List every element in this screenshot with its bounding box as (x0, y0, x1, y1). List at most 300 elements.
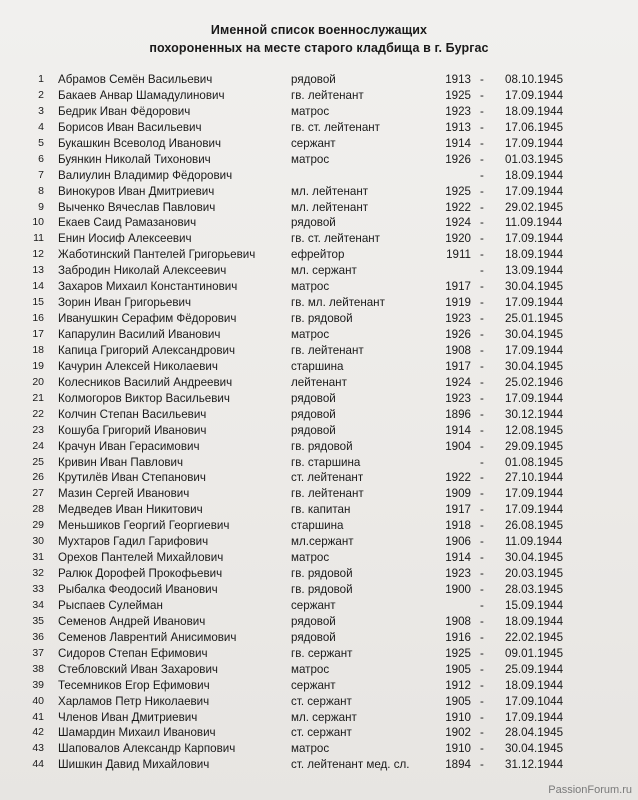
list-item (0, 741, 638, 757)
military-rank: гв. лейтенант (291, 487, 364, 501)
row-number: 1 (38, 73, 44, 85)
year-dash: - (480, 280, 484, 294)
row-number: 44 (32, 758, 44, 771)
birth-year: 1922 (445, 471, 471, 485)
person-name: Капица Григорий Александрович (58, 343, 235, 357)
row-number: 8 (38, 184, 44, 197)
birth-year: 1910 (445, 742, 471, 756)
year-dash: - (480, 216, 484, 230)
year-dash: - (480, 487, 484, 501)
list-item (0, 534, 638, 550)
person-name: Сидоров Степан Ефимович (58, 646, 208, 660)
death-date: 18.09.1944 (505, 168, 564, 182)
row-number: 17 (32, 328, 44, 340)
year-dash: - (480, 264, 484, 278)
year-dash: - (480, 471, 484, 485)
person-name: Рыбалка Феодосий Иванович (58, 583, 218, 596)
birth-year: 1896 (445, 407, 471, 421)
year-dash: - (480, 646, 484, 660)
death-date: 31.12.1944 (505, 758, 564, 772)
military-rank: ефрейтор (291, 248, 345, 262)
military-rank: гв. рядовой (291, 439, 353, 453)
birth-year: 1904 (445, 439, 471, 453)
row-number: 35 (32, 614, 44, 627)
military-rank: гв. рядовой (291, 312, 353, 326)
death-date: 20.03.1945 (505, 567, 564, 581)
row-number: 2 (38, 88, 44, 101)
person-name: Шишкин Давид Михайлович (58, 758, 210, 772)
list-item (0, 247, 638, 263)
row-number: 13 (32, 264, 44, 277)
death-date: 25.01.1945 (505, 312, 564, 326)
year-dash: - (480, 439, 484, 453)
person-name: Жаботинский Пантелей Григорьевич (58, 248, 256, 262)
list-item (0, 455, 638, 471)
birth-year: 1909 (445, 487, 471, 501)
row-number: 41 (32, 710, 44, 723)
list-item (0, 263, 638, 279)
birth-year: 1906 (445, 535, 471, 549)
death-date: 15.09.1944 (505, 598, 564, 612)
row-number: 4 (38, 120, 44, 133)
row-number: 16 (32, 312, 44, 325)
person-name: Бакаев Анвар Шамадулинович (58, 88, 225, 102)
year-dash: - (480, 551, 484, 565)
military-rank: рядовой (291, 73, 336, 86)
year-dash: - (480, 535, 484, 549)
birth-year: 1908 (445, 343, 471, 357)
row-number: 20 (32, 375, 44, 388)
birth-year: 1925 (445, 88, 471, 102)
death-date: 26.08.1945 (505, 519, 564, 533)
row-number: 32 (32, 567, 44, 580)
person-name: Буянкин Николай Тихонович (58, 152, 211, 166)
year-dash: - (480, 598, 484, 612)
person-name: Кривин Иван Павлович (58, 455, 184, 469)
row-number: 9 (38, 200, 44, 213)
person-name: Тесемников Егор Ефимович (58, 678, 210, 692)
list-item (0, 757, 638, 773)
death-date: 30.04.1945 (505, 742, 564, 756)
military-rank: матрос (291, 662, 330, 676)
birth-year: 1914 (445, 136, 471, 150)
death-date: 17.09.1944 (505, 487, 564, 501)
military-rank: матрос (291, 328, 330, 341)
list-item (0, 598, 638, 614)
birth-year: 1908 (445, 614, 471, 628)
list-item (0, 614, 638, 630)
person-name: Семенов Андрей Иванович (58, 614, 206, 628)
row-number: 38 (32, 662, 44, 675)
year-dash: - (480, 758, 484, 772)
year-dash: - (480, 359, 484, 373)
person-name: Винокуров Иван Дмитриевич (58, 184, 215, 198)
death-date: 11.09.1944 (505, 535, 563, 549)
death-date: 17.09.1944 (505, 296, 564, 310)
document-title-line-1: Именной список военнослужащих (210, 23, 428, 37)
list-item (0, 295, 638, 311)
site-watermark: PassionForum.ru (548, 784, 632, 796)
list-item (0, 104, 638, 120)
list-item (0, 502, 638, 518)
person-name: Зорин Иван Григорьевич (58, 296, 192, 310)
birth-year: 1910 (445, 710, 471, 724)
year-dash: - (480, 120, 484, 134)
year-dash: - (480, 503, 484, 517)
list-item (0, 391, 638, 407)
military-rank: старшина (291, 519, 344, 533)
military-rank: гв. лейтенант (291, 88, 364, 102)
birth-year: 1905 (445, 662, 471, 676)
death-date: 18.09.1944 (505, 614, 564, 628)
row-number: 40 (32, 694, 44, 707)
list-item (0, 88, 638, 104)
list-item (0, 375, 638, 391)
military-rank: рядовой (291, 423, 336, 437)
death-date: 17.09.1944 (505, 343, 564, 357)
military-rank: рядовой (291, 630, 336, 644)
year-dash: - (480, 630, 484, 644)
military-rank: рядовой (291, 407, 336, 421)
row-number: 26 (32, 471, 44, 484)
year-dash: - (480, 567, 484, 581)
list-item (0, 168, 638, 184)
list-item (0, 136, 638, 152)
year-dash: - (480, 519, 484, 533)
list-item (0, 311, 638, 327)
list-item (0, 439, 638, 455)
birth-year: 1917 (445, 359, 471, 373)
list-item (0, 566, 638, 582)
year-dash: - (480, 296, 484, 310)
military-rank: гв. рядовой (291, 583, 353, 596)
person-name: Стебловский Иван Захарович (58, 662, 218, 676)
person-name: Крачун Иван Герасимович (58, 439, 200, 453)
year-dash: - (480, 152, 484, 166)
list-item (0, 630, 638, 646)
row-number: 24 (32, 439, 44, 452)
death-date: 30.04.1945 (505, 328, 564, 341)
death-date: 17.09.1944 (505, 88, 564, 102)
birth-year: 1926 (445, 328, 471, 341)
military-rank: ст. сержант (291, 726, 352, 740)
person-name: Бедрик Иван Фёдорович (58, 104, 191, 118)
year-dash: - (480, 248, 484, 262)
list-item (0, 120, 638, 136)
military-rank: лейтенант (291, 375, 347, 389)
birth-year: 1912 (445, 678, 471, 692)
list-item (0, 710, 638, 726)
row-number: 5 (38, 136, 44, 149)
death-date: 17.06.1945 (505, 120, 564, 134)
row-number: 6 (38, 152, 44, 165)
person-name: Выченко Вячеслав Павлович (58, 200, 216, 214)
row-number: 25 (32, 455, 44, 468)
row-number: 21 (32, 391, 44, 404)
military-rank: гв. капитан (291, 503, 351, 517)
birth-year: 1920 (445, 232, 471, 246)
year-dash: - (480, 343, 484, 357)
death-date: 11.09.1944 (505, 216, 563, 230)
row-number: 7 (38, 168, 44, 181)
person-name: Шаповалов Александр Карпович (58, 742, 236, 756)
military-rank: сержант (291, 136, 336, 150)
military-rank: рядовой (291, 614, 336, 628)
birth-year: 1923 (445, 567, 471, 581)
list-item (0, 582, 638, 598)
list-item (0, 231, 638, 247)
row-number: 30 (32, 535, 44, 548)
year-dash: - (480, 328, 484, 341)
year-dash: - (480, 391, 484, 405)
death-date: 22.02.1945 (505, 630, 564, 644)
military-rank: матрос (291, 742, 330, 756)
military-rank: гв. мл. лейтенант (291, 296, 385, 310)
person-name: Капарулин Василий Иванович (58, 328, 221, 341)
person-name: Орехов Пантелей Михайлович (58, 551, 224, 565)
death-date: 17.09.1044 (505, 694, 564, 708)
year-dash: - (480, 88, 484, 102)
birth-year: 1902 (445, 726, 471, 740)
person-name: Колмогоров Виктор Васильевич (58, 391, 230, 405)
birth-year: 1917 (445, 280, 471, 294)
death-date: 17.09.1944 (505, 710, 564, 724)
birth-year: 1925 (445, 646, 471, 660)
year-dash: - (480, 694, 484, 708)
death-date: 01.03.1945 (505, 152, 564, 166)
military-rank: ст. лейтенант (291, 471, 364, 485)
row-number: 33 (32, 583, 44, 595)
person-name: Букашкин Всеволод Иванович (58, 136, 222, 150)
military-rank: мл. лейтенант (291, 200, 369, 214)
year-dash: - (480, 104, 484, 118)
person-name: Колесников Василий Андреевич (58, 375, 233, 389)
military-rank: матрос (291, 280, 330, 294)
death-date: 29.09.1945 (505, 439, 564, 453)
row-number: 12 (32, 248, 44, 261)
person-name: Ралюк Дорофей Прокофьевич (58, 567, 223, 581)
year-dash: - (480, 710, 484, 724)
year-dash: - (480, 726, 484, 740)
year-dash: - (480, 232, 484, 246)
person-name: Кошуба Григорий Иванович (58, 423, 207, 437)
list-item (0, 518, 638, 534)
military-rank: мл. лейтенант (291, 184, 369, 198)
person-name: Рыспаев Сулейман (58, 598, 163, 612)
military-rank: гв. лейтенант (291, 343, 364, 357)
list-item (0, 72, 638, 88)
person-name: Борисов Иван Васильевич (58, 120, 202, 134)
person-name: Медведев Иван Никитович (58, 503, 203, 517)
military-rank: матрос (291, 551, 330, 565)
list-item (0, 725, 638, 741)
person-name: Харламов Петр Николаевич (58, 694, 210, 708)
death-date: 30.04.1945 (505, 551, 564, 565)
death-date: 27.10.1944 (505, 471, 564, 485)
death-date: 30.12.1944 (505, 407, 564, 421)
death-date: 28.04.1945 (505, 726, 564, 740)
list-item (0, 343, 638, 359)
death-date: 18.09.1944 (505, 678, 564, 692)
row-number: 18 (32, 343, 44, 356)
military-rank: гв. ст. лейтенант (291, 232, 380, 246)
birth-year: 1913 (445, 120, 471, 134)
military-rank: ст. лейтенант мед. сл. (291, 758, 410, 772)
military-rank: мл.сержант (291, 535, 354, 549)
military-rank: сержант (291, 678, 336, 692)
death-date: 25.02.1946 (505, 375, 564, 389)
birth-year: 1919 (445, 296, 471, 310)
person-name: Членов Иван Дмитриевич (58, 710, 198, 724)
birth-year: 1923 (445, 312, 471, 326)
list-item (0, 486, 638, 502)
row-number: 3 (38, 104, 44, 117)
row-number: 28 (32, 503, 44, 516)
birth-year: 1926 (445, 152, 471, 166)
row-number: 11 (33, 232, 44, 245)
year-dash: - (480, 184, 484, 198)
year-dash: - (480, 407, 484, 421)
list-item (0, 550, 638, 566)
list-item (0, 152, 638, 168)
year-dash: - (480, 455, 484, 469)
list-item (0, 423, 638, 439)
list-item (0, 184, 638, 200)
year-dash: - (480, 136, 484, 150)
person-name: Забродин Николай Алексеевич (58, 264, 227, 278)
year-dash: - (480, 375, 484, 389)
military-rank: матрос (291, 104, 330, 118)
year-dash: - (480, 583, 484, 596)
person-name: Семенов Лаврентий Анисимович (58, 630, 237, 644)
birth-year: 1914 (445, 423, 471, 437)
military-rank: гв. старшина (291, 455, 361, 469)
birth-year: 1900 (445, 583, 471, 596)
birth-year: 1916 (445, 630, 471, 644)
list-item (0, 279, 638, 295)
military-rank: ст. сержант (291, 694, 352, 708)
birth-year: 1925 (445, 184, 471, 198)
burial-list (0, 72, 638, 773)
year-dash: - (480, 423, 484, 437)
row-number: 43 (32, 742, 44, 755)
year-dash: - (480, 73, 484, 86)
list-item (0, 327, 638, 343)
list-item (0, 407, 638, 423)
birth-year: 1917 (445, 503, 471, 517)
person-name: Качурин Алексей Николаевич (58, 359, 218, 373)
list-item (0, 662, 638, 678)
row-number: 37 (32, 646, 44, 659)
birth-year: 1923 (445, 391, 471, 405)
birth-year: 1913 (445, 73, 471, 86)
row-number: 39 (32, 678, 44, 691)
list-item (0, 215, 638, 231)
row-number: 14 (32, 280, 44, 293)
death-date: 09.01.1945 (505, 646, 564, 660)
year-dash: - (480, 662, 484, 676)
death-date: 30.04.1945 (505, 280, 564, 294)
document-title-line-2: похороненных на месте старого кладбища в г. Бургас (149, 41, 489, 55)
list-item (0, 359, 638, 375)
person-name: Иванушкин Серафим Фёдорович (58, 312, 237, 326)
birth-year: 1924 (445, 375, 471, 389)
death-date: 17.09.1944 (505, 136, 564, 150)
row-number: 23 (32, 423, 44, 436)
death-date: 29.02.1945 (505, 200, 564, 214)
person-name: Мазин Сергей Иванович (58, 487, 190, 501)
military-rank: рядовой (291, 391, 336, 405)
person-name: Мухтаров Гадил Гарифович (58, 535, 209, 549)
year-dash: - (480, 678, 484, 692)
person-name: Крутилёв Иван Степанович (58, 471, 206, 485)
year-dash: - (480, 200, 484, 214)
row-number: 42 (32, 726, 44, 739)
row-number: 10 (32, 216, 44, 229)
death-date: 25.09.1944 (505, 662, 564, 676)
list-item (0, 646, 638, 662)
military-rank: старшина (291, 359, 344, 373)
row-number: 15 (32, 296, 44, 309)
military-rank: рядовой (291, 216, 336, 230)
row-number: 19 (32, 359, 44, 372)
death-date: 17.09.1944 (505, 184, 564, 198)
row-number: 31 (32, 551, 44, 564)
birth-year: 1922 (445, 200, 471, 214)
person-name: Меньшиков Георгий Георгиевич (58, 519, 230, 533)
row-number: 29 (32, 519, 44, 532)
military-rank: гв. рядовой (291, 567, 353, 581)
year-dash: - (480, 742, 484, 756)
death-date: 30.04.1945 (505, 359, 564, 373)
row-number: 36 (32, 630, 44, 643)
military-rank: сержант (291, 598, 336, 612)
person-name: Енин Иосиф Алексеевич (58, 232, 192, 246)
death-date: 18.09.1944 (505, 104, 564, 118)
death-date: 17.09.1944 (505, 503, 564, 517)
birth-year: 1894 (445, 758, 471, 772)
person-name: Шамардин Михаил Иванович (58, 726, 216, 740)
person-name: Колчин Степан Васильевич (58, 407, 207, 421)
birth-year: 1914 (445, 551, 471, 565)
list-item (0, 678, 638, 694)
row-number: 34 (32, 598, 44, 611)
list-item (0, 694, 638, 710)
list-item (0, 470, 638, 486)
year-dash: - (480, 312, 484, 326)
death-date: 17.09.1944 (505, 232, 564, 246)
death-date: 12.08.1945 (505, 423, 564, 437)
military-rank: гв. ст. лейтенант (291, 120, 380, 134)
year-dash: - (480, 614, 484, 628)
death-date: 28.03.1945 (505, 583, 564, 596)
row-number: 27 (32, 487, 44, 500)
birth-year: 1923 (445, 104, 471, 118)
birth-year: 1924 (445, 216, 471, 230)
person-name: Захаров Михаил Константинович (58, 280, 238, 294)
row-number: 22 (32, 407, 44, 420)
person-name: Екаев Саид Рамазанович (58, 216, 197, 230)
military-rank: мл. сержант (291, 264, 357, 278)
birth-year: 1905 (445, 694, 471, 708)
death-date: 01.08.1945 (505, 455, 564, 469)
year-dash: - (480, 168, 484, 182)
birth-year: 1911 (446, 248, 471, 262)
military-rank: матрос (291, 152, 330, 166)
person-name: Абрамов Семён Васильевич (58, 73, 213, 86)
birth-year: 1918 (445, 519, 471, 533)
death-date: 13.09.1944 (505, 264, 564, 278)
